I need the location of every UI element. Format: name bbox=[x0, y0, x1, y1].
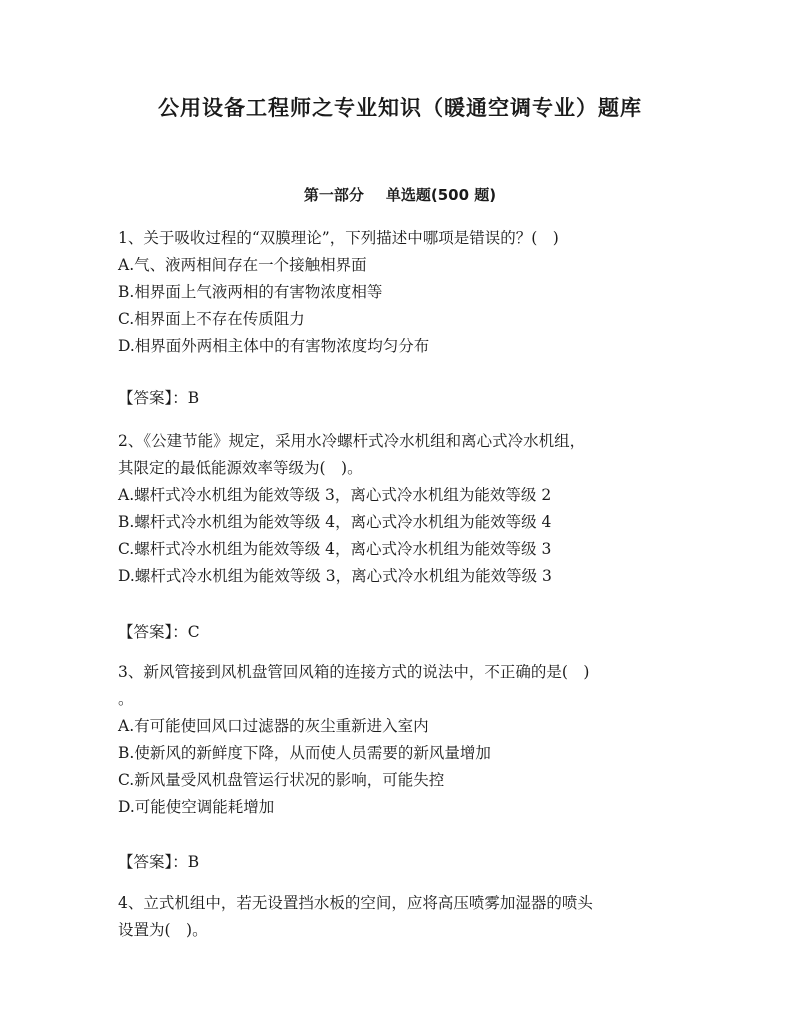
question-2-answer: 【答案】：C bbox=[118, 623, 200, 641]
section-heading bbox=[0, 184, 800, 205]
document-title: 公用设备工程师之专业知识（暖通空调专业）题库 bbox=[158, 96, 642, 120]
section-name: 单选题(500 题) bbox=[385, 186, 497, 204]
question-1-option-b: B.相界面上气液两相的有害物浓度相等 bbox=[118, 283, 383, 301]
question-2-option-d: D.螺杆式冷水机组为能效等级 3，离心式冷水机组为能效等级 3 bbox=[118, 567, 552, 585]
question-3-option-c: C.新风量受风机盘管运行状况的影响，可能失控 bbox=[118, 771, 445, 789]
question-3-option-a: A.有可能使回风口过滤器的灰尘重新进入室内 bbox=[118, 717, 429, 735]
question-2-option-b: B.螺杆式冷水机组为能效等级 4，离心式冷水机组为能效等级 4 bbox=[118, 513, 552, 531]
question-1-option-c: C.相界面上不存在传质阻力 bbox=[118, 310, 305, 328]
question-3-answer: 【答案】：B bbox=[118, 853, 200, 871]
question-3-option-b: B.使新风的新鲜度下降，从而使人员需要的新风量增加 bbox=[118, 744, 491, 762]
question-1-option-d: D.相界面外两相主体中的有害物浓度均匀分布 bbox=[118, 337, 430, 355]
question-2-stem-line-1: 2、《公建节能》规定，采用水冷螺杆式冷水机组和离心式冷水机组， bbox=[118, 432, 586, 450]
question-3-option-d: D.可能使空调能耗增加 bbox=[118, 798, 275, 816]
question-1-answer: 【答案】：B bbox=[118, 389, 200, 407]
question-4-stem-line-1: 4、立式机组中，若无设置挡水板的空间，应将高压喷雾加湿器的喷头 bbox=[118, 894, 593, 912]
question-2-option-a: A.螺杆式冷水机组为能效等级 3，离心式冷水机组为能效等级 2 bbox=[118, 486, 552, 504]
question-4-stem-line-2: 设置为( )。 bbox=[118, 921, 208, 939]
question-2-stem-line-2: 其限定的最低能源效率等级为( )。 bbox=[118, 459, 363, 477]
question-2-option-c: C.螺杆式冷水机组为能效等级 4，离心式冷水机组为能效等级 3 bbox=[118, 540, 552, 558]
question-3-stem-line-1: 3、新风管接到风机盘管回风箱的连接方式的说法中，不正确的是( ) bbox=[118, 663, 590, 681]
question-3-stem-line-2: 。 bbox=[118, 690, 134, 708]
question-1-option-a: A.气、液两相间存在一个接触相界面 bbox=[118, 256, 367, 274]
question-1-stem: 1、关于吸收过程的“双膜理论”，下列描述中哪项是错误的？( ) bbox=[118, 229, 559, 247]
section-part: 第一部分 bbox=[303, 186, 364, 204]
